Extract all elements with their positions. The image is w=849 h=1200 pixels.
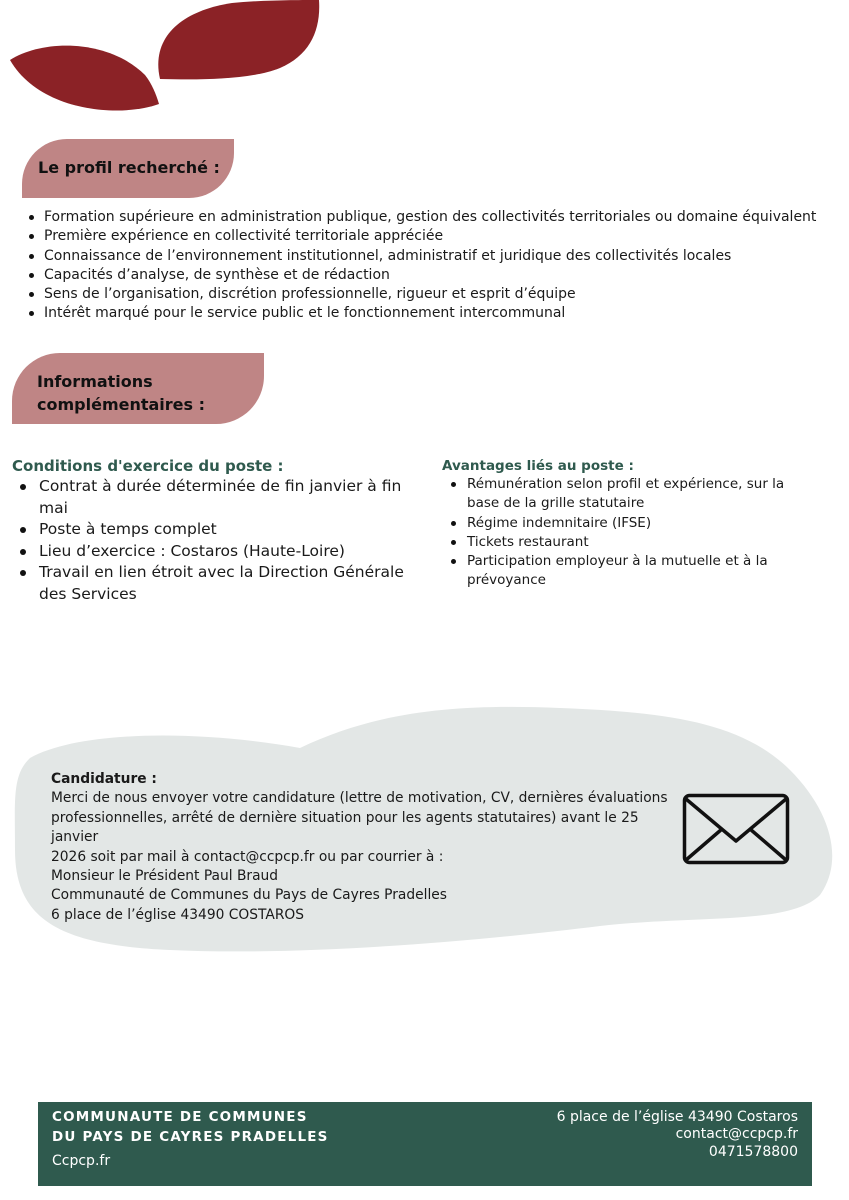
info-heading [12, 353, 264, 424]
candidature-block [51, 770, 671, 925]
list-item: Intérêt marqué pour le service public et le fonctionnement intercommunal [26, 304, 826, 323]
candidature-title: Candidature : [51, 771, 157, 787]
footer [38, 1102, 812, 1186]
list-item: Poste à temps complet [14, 519, 424, 541]
footer-email-link[interactable]: contact@ccpcp.fr [675, 1126, 798, 1142]
profile-heading [22, 139, 234, 198]
footer-website-link[interactable]: Ccpcp.fr [52, 1153, 111, 1169]
list-item: Capacités d’analyse, de synthèse et de rédaction [26, 266, 826, 285]
envelope-icon [682, 793, 790, 865]
footer-phone: 0471578800 [708, 1144, 798, 1160]
leaf-icon [0, 0, 330, 125]
list-item: Rémunération selon profil et expérience, sur la base de la grille statutaire [444, 475, 794, 514]
advantages-title: Avantages liés au poste : [442, 458, 634, 474]
info-heading-line1: Informations [37, 372, 153, 391]
conditions-list [14, 476, 424, 606]
leaf-shape-left [10, 46, 159, 111]
conditions-title: Conditions d'exercice du poste : [12, 457, 284, 475]
candidature-line: 6 place de l’église 43490 COSTAROS [51, 906, 305, 923]
footer-org-line2: DU PAYS DE CAYRES PRADELLES [52, 1129, 329, 1145]
list-item: Connaissance de l’environnement institutionnel, administratif et juridique des collectivités locales [26, 247, 826, 266]
candidature-line: Monsieur le Président Paul Braud [51, 868, 279, 885]
profile-list [26, 208, 826, 324]
list-item: Sens de l’organisation, discrétion professionnelle, rigueur et esprit d’équipe [26, 285, 826, 304]
list-item: Lieu d’exercice : Costaros (Haute-Loire) [14, 541, 424, 563]
footer-address: 6 place de l’église 43490 Costaros [556, 1109, 798, 1125]
list-item: Contrat à durée déterminée de fin janvier à fin mai [14, 476, 424, 519]
list-item: Tickets restaurant [444, 533, 794, 552]
info-heading-line2: complémentaires : [37, 395, 206, 414]
candidature-line: Merci de nous envoyer votre candidature (lettre de motivation, CV, dernières évaluations [51, 790, 668, 807]
candidature-line: professionnelles, arrêté de dernière situation pour les agents statutaires) avant le 25 janvier [51, 809, 639, 846]
footer-org-line1: COMMUNAUTE DE COMMUNES [52, 1109, 308, 1125]
list-item: Travail en lien étroit avec la Direction Générale des Services [14, 562, 424, 605]
leaf-shape-right [158, 0, 319, 79]
list-item: Première expérience en collectivité territoriale appréciée [26, 227, 826, 246]
profile-heading-text: Le profil recherché : [38, 158, 220, 177]
list-item: Formation supérieure en administration publique, gestion des collectivités territoriales ou domaine équivalent [26, 208, 826, 227]
advantages-list [444, 475, 794, 591]
list-item: Régime indemnitaire (IFSE) [444, 514, 794, 533]
candidature-line: 2026 soit par mail à contact@ccpcp.fr ou par courrier à : [51, 848, 444, 865]
candidature-line: Communauté de Communes du Pays de Cayres Pradelles [51, 887, 447, 904]
list-item: Participation employeur à la mutuelle et à la prévoyance [444, 552, 794, 591]
